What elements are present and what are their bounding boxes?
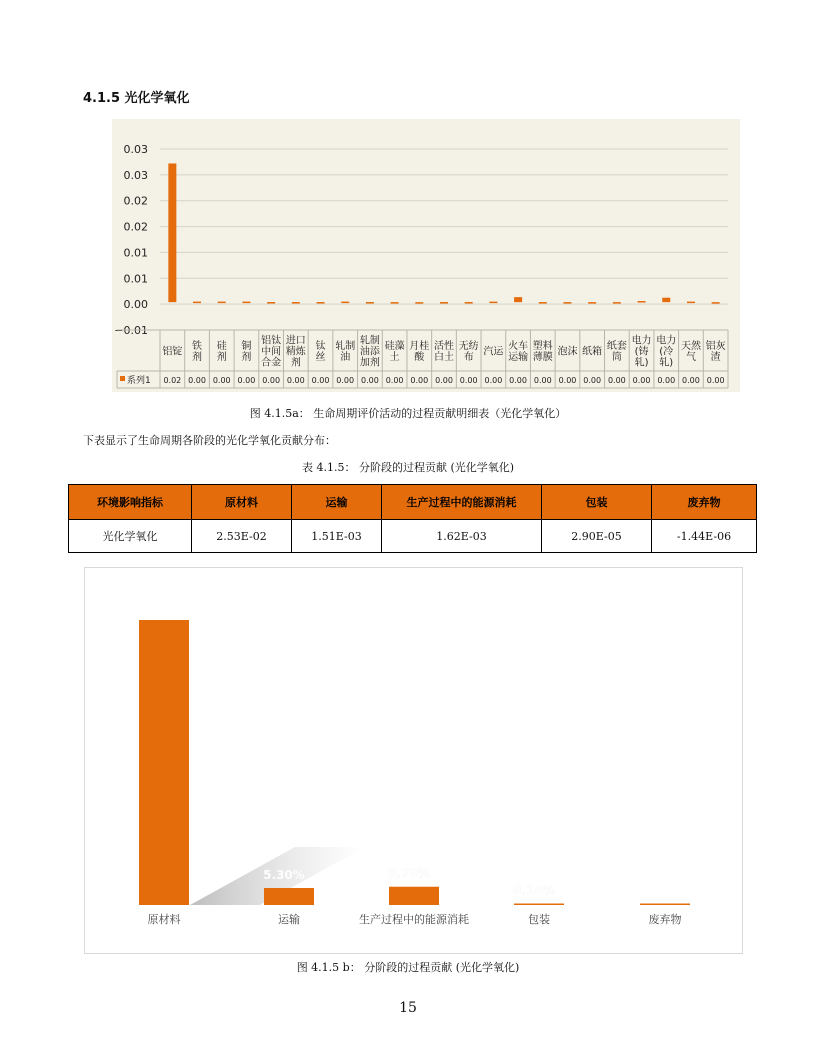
x-tick-label: 精炼	[285, 346, 306, 358]
data-label: 0.00	[361, 376, 379, 385]
bar	[465, 302, 473, 304]
x-tick-label: 剂	[290, 357, 301, 369]
x-tick-label: 轧)	[634, 357, 649, 369]
data-label: 0.00	[435, 376, 453, 385]
y-tick-label: 0.01	[123, 272, 148, 286]
stage-contribution-chart-svg	[85, 568, 742, 953]
data-label: 0.00	[509, 376, 527, 385]
x-tick-label: 合金	[261, 357, 282, 369]
x-tick-label: 丝	[315, 352, 326, 363]
bar	[640, 904, 690, 906]
bar	[218, 302, 226, 304]
bar	[264, 888, 314, 905]
bar	[391, 302, 399, 304]
x-tick-label: 纸箱	[582, 346, 603, 358]
bar	[638, 301, 646, 303]
y-tick-label: 0.00	[123, 298, 148, 312]
data-label: 0.00	[385, 376, 404, 385]
stage-contribution-table	[68, 484, 757, 553]
figure-caption-a: 图 4.1.5a： 生命周期评价活动的过程贡献明细表（光化学氧化）	[249, 407, 567, 420]
table-caption: 表 4.1.5： 分阶段的过程贡献 (光化学氧化)	[301, 461, 515, 474]
data-label: 0.02	[163, 376, 182, 385]
bar	[687, 302, 695, 304]
x-tick-label: 轧)	[659, 357, 674, 369]
x-tick-label: 剂	[192, 352, 203, 363]
x-tick-label: 塑料	[532, 341, 553, 352]
table-header: 包装	[542, 485, 652, 520]
x-tick-label: 铝钛	[261, 335, 282, 347]
bar	[366, 302, 374, 304]
data-label: 0.00	[607, 376, 626, 385]
data-label: 0.00	[632, 376, 651, 385]
table-header: 环境影响指标	[69, 485, 192, 520]
data-label: 0.00	[410, 376, 429, 385]
y-tick-label: 0.02	[123, 220, 148, 234]
table-row	[69, 520, 757, 553]
y-tick-label: −0.01	[114, 324, 148, 337]
x-tick-label: 铁	[192, 341, 203, 352]
x-tick-label: 轧制	[335, 341, 356, 352]
data-label: 5.30%	[263, 868, 305, 883]
data-label: 0.10%	[513, 883, 555, 898]
data-label: 0.00	[212, 376, 231, 385]
page-number: 15	[399, 1000, 417, 1016]
x-tick-label: 渣	[710, 352, 721, 363]
intro-paragraph: 下表显示了生命周期各阶段的光化学氧化贡献分布：	[83, 434, 336, 447]
bar	[440, 302, 448, 304]
x-tick-label: 中间	[261, 346, 282, 358]
data-label: 0.00	[583, 376, 602, 385]
y-tick-label: 0.02	[123, 194, 148, 208]
x-tick-label: 油	[340, 352, 351, 363]
x-tick-label: 土	[389, 352, 400, 363]
x-tick-label: 泡沫	[557, 346, 578, 358]
x-tick-label: 纸套	[606, 341, 627, 352]
table-header: 生产过程中的能源消耗	[382, 485, 542, 520]
x-tick-label: 酸	[414, 352, 425, 363]
data-label: 0.00	[558, 376, 577, 385]
table-cell: 2.90E-05	[542, 520, 652, 553]
y-tick-label: 0.01	[123, 246, 148, 260]
x-tick-label: 电力	[631, 335, 652, 347]
x-tick-label: 运输	[278, 913, 300, 926]
bar	[588, 302, 596, 304]
data-label: 0.00	[311, 376, 330, 385]
data-label: 0.00	[237, 376, 256, 385]
stage-contribution-chart	[84, 567, 743, 954]
bar	[613, 302, 621, 304]
bar	[489, 302, 497, 304]
x-tick-label: 油添	[359, 346, 380, 358]
table-cell: -1.44E-06	[652, 520, 757, 553]
x-tick-label: 电力	[656, 335, 677, 347]
data-label: 0.00	[188, 376, 206, 385]
x-tick-label: 生产过程中的能源消耗	[359, 913, 469, 926]
x-tick-label: 剂	[216, 352, 227, 363]
table-header: 运输	[292, 485, 382, 520]
data-label: 0.00	[706, 376, 725, 385]
x-tick-label: 薄膜	[532, 352, 553, 363]
x-tick-label: (冷	[659, 346, 674, 358]
bar	[712, 302, 720, 304]
x-tick-label: 加剂	[359, 357, 380, 369]
bar	[317, 302, 325, 304]
data-label: 0.00	[682, 376, 700, 385]
x-tick-label: 包装	[528, 913, 550, 926]
bar	[242, 302, 250, 304]
y-tick-label: 0.03	[123, 168, 148, 182]
x-tick-label: 铝锭	[162, 346, 183, 358]
x-tick-label: 轧制	[359, 335, 380, 347]
table-cell: 2.53E-02	[192, 520, 292, 553]
bar	[168, 163, 176, 302]
data-label: 0.00	[657, 376, 676, 385]
x-tick-label: 气	[685, 352, 696, 363]
x-tick-label: 布	[463, 352, 474, 363]
table-header-row	[69, 485, 757, 520]
bar	[539, 302, 547, 304]
x-tick-label: 剂	[241, 352, 252, 363]
x-tick-label: 进口	[285, 335, 306, 347]
bar	[139, 620, 189, 905]
bar	[341, 302, 349, 304]
x-tick-label: 天然	[680, 341, 701, 352]
bar	[415, 302, 423, 304]
table-cell: 1.62E-03	[382, 520, 542, 553]
data-label: 0.00	[262, 376, 281, 385]
x-tick-label: 火车	[508, 341, 529, 352]
legend-swatch	[120, 376, 125, 381]
process-contribution-chart-svg	[112, 119, 740, 392]
bar	[267, 302, 275, 304]
x-tick-label: 原材料	[147, 913, 181, 926]
legend-label: 系列1	[127, 376, 151, 386]
data-label: 0.00	[459, 376, 478, 385]
bar	[389, 887, 439, 905]
data-label: 5.70%	[388, 866, 430, 881]
x-tick-label: 铜	[241, 341, 252, 352]
bar	[662, 298, 670, 302]
bar	[193, 302, 201, 304]
bar	[563, 302, 571, 304]
x-tick-label: (铸	[634, 346, 649, 358]
y-tick-label: 0.03	[123, 143, 148, 156]
x-tick-label: 运输	[508, 352, 529, 363]
bar	[514, 904, 564, 906]
data-label: 0.00	[533, 376, 552, 385]
table-cell: 光化学氧化	[69, 520, 192, 553]
x-tick-label: 铝灰	[705, 341, 726, 352]
table-header: 废弃物	[652, 485, 757, 520]
figure-caption-b: 图 4.1.5 b： 分阶段的过程贡献 (光化学氧化)	[296, 961, 520, 974]
x-tick-label: 汽运	[483, 346, 504, 358]
x-tick-label: 筒	[611, 352, 622, 363]
x-tick-label: 硅藻	[384, 341, 405, 352]
data-label: 0.00	[286, 376, 305, 385]
table-header: 原材料	[192, 485, 292, 520]
x-tick-label: 月桂	[409, 341, 430, 352]
x-tick-label: 硅	[216, 341, 227, 352]
x-tick-label: 无纺	[458, 341, 479, 352]
bar	[292, 302, 300, 304]
x-tick-label: 活性	[434, 341, 454, 352]
section-heading: 4.1.5 光化学氧化	[83, 91, 190, 106]
process-contribution-chart	[112, 119, 740, 392]
x-tick-label: 废弃物	[648, 913, 682, 926]
table-cell: 1.51E-03	[292, 520, 382, 553]
x-tick-label: 白土	[434, 352, 454, 363]
x-tick-label: 钛	[315, 341, 326, 352]
data-label: 0.00	[484, 376, 503, 385]
data-label: 0.00	[336, 376, 355, 385]
bar	[514, 297, 522, 302]
